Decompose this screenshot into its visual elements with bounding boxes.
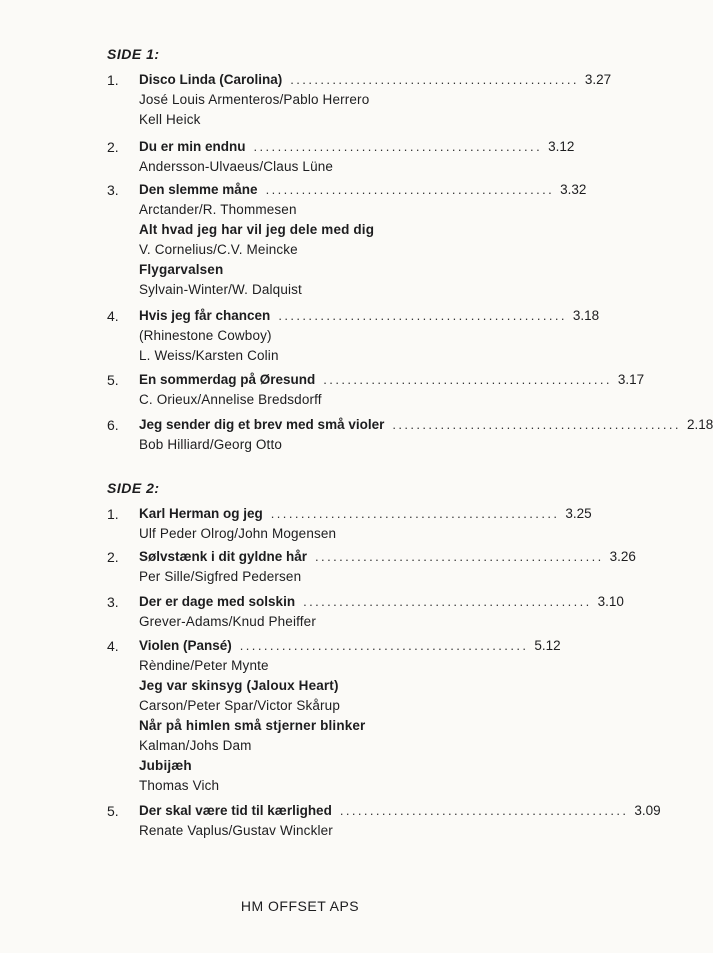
dot-leader: ................................................ xyxy=(392,417,681,432)
songwriter-credit: (Rhinestone Cowboy) xyxy=(139,328,272,343)
track-title: Hvis jeg får chancen xyxy=(139,308,271,323)
track-number: 6. xyxy=(107,417,119,433)
medley-song-title: Flygarvalsen xyxy=(139,262,224,277)
dot-leader: ................................................ xyxy=(315,549,604,564)
track-details xyxy=(139,547,636,587)
songwriter-credit: Bob Hilliard/Georg Otto xyxy=(139,437,283,452)
medley-song-title: Alt hvad jeg har vil jeg dele med dig xyxy=(139,222,375,237)
track-duration: 3.18 xyxy=(572,308,600,323)
dot-leader: ................................................ xyxy=(303,594,592,609)
medley-song-title: Når på himlen små stjerner blinker xyxy=(139,718,366,733)
track-title-row xyxy=(139,370,645,390)
track-duration: 3.25 xyxy=(565,506,592,521)
track-title: Den slemme måne xyxy=(139,182,258,197)
dot-leader: ................................................ xyxy=(270,506,560,521)
medley-song-title: Jeg var skinsyg (Jaloux Heart) xyxy=(139,678,339,693)
track-number: 2. xyxy=(107,139,119,155)
songwriter-credit: Rèndine/Peter Mynte xyxy=(139,658,269,673)
track-title-row xyxy=(139,415,713,435)
track-title-row xyxy=(139,636,561,656)
track-duration: 3.32 xyxy=(560,182,587,197)
track-title: En sommerdag på Øresund xyxy=(139,372,316,387)
track-title: Der skal være tid til kærlighed xyxy=(139,803,332,818)
track-details xyxy=(139,592,624,632)
track-number: 2. xyxy=(107,549,119,565)
track-title: Der er dage med solskin xyxy=(139,594,296,609)
songwriter-credit: Andersson-Ulvaeus/Claus Lüne xyxy=(139,159,334,174)
dot-leader: ................................................ xyxy=(265,182,555,197)
track-details xyxy=(139,504,592,544)
songwriter-credit: Kell Heick xyxy=(139,112,201,127)
songwriter-credit: Kalman/Johs Dam xyxy=(139,738,252,753)
track-details xyxy=(139,370,645,410)
track-details xyxy=(139,70,612,130)
track-duration: 3.10 xyxy=(597,594,624,609)
songwriter-credit: José Louis Armenteros/Pablo Herrero xyxy=(139,92,370,107)
medley-song-title: Jubijæh xyxy=(139,758,192,773)
songwriter-credit: Arctander/R. Thommesen xyxy=(139,202,297,217)
track-title-row xyxy=(139,547,636,567)
track-number: 3. xyxy=(107,594,119,610)
dot-leader: ................................................ xyxy=(253,139,543,154)
track-duration: 2.18 xyxy=(686,417,713,432)
track-number: 4. xyxy=(107,308,119,324)
dot-leader: ................................................ xyxy=(339,803,629,818)
track-title: Disco Linda (Carolina) xyxy=(139,72,283,87)
songwriter-credit: Grever-Adams/Knud Pheiffer xyxy=(139,614,316,629)
dot-leader: ................................................ xyxy=(239,638,529,653)
track-title-row xyxy=(139,306,600,326)
track-title: Sølvstænk i dit gyldne hår xyxy=(139,549,308,564)
track-title: Jeg sender dig et brev med små violer xyxy=(139,417,385,432)
printer-credit: HM OFFSET APS xyxy=(240,898,360,914)
songwriter-credit: Sylvain-Winter/W. Dalquist xyxy=(139,282,302,297)
track-details xyxy=(139,180,587,300)
track-title: Violen (Pansé) xyxy=(139,638,232,653)
track-number: 5. xyxy=(107,803,119,819)
dot-leader: ................................................ xyxy=(323,372,612,387)
dot-leader: ................................................ xyxy=(278,308,567,323)
track-duration: 3.12 xyxy=(548,139,575,154)
songwriter-credit: Carson/Peter Spar/Victor Skårup xyxy=(139,698,340,713)
songwriter-credit: V. Cornelius/C.V. Meincke xyxy=(139,242,298,257)
track-title: Karl Herman og jeg xyxy=(139,506,263,521)
songwriter-credit: L. Weiss/Karsten Colin xyxy=(139,348,279,363)
track-duration: 3.27 xyxy=(584,72,612,87)
songwriter-credit: Renate Vaplus/Gustav Winckler xyxy=(139,823,333,838)
track-title-row xyxy=(139,592,624,612)
track-title-row xyxy=(139,70,612,90)
track-number: 3. xyxy=(107,182,119,198)
songwriter-credit: C. Orieux/Annelise Bredsdorff xyxy=(139,392,322,407)
track-title: Du er min endnu xyxy=(139,139,246,154)
track-number: 5. xyxy=(107,372,119,388)
side-2-heading: SIDE 2: xyxy=(107,480,160,496)
track-number: 1. xyxy=(107,72,119,88)
track-details xyxy=(139,306,600,366)
dot-leader: ................................................ xyxy=(290,72,579,87)
track-details xyxy=(139,636,561,796)
track-number: 4. xyxy=(107,638,119,654)
track-details xyxy=(139,801,661,841)
track-duration: 3.26 xyxy=(609,549,636,564)
songwriter-credit: Per Sille/Sigfred Pedersen xyxy=(139,569,302,584)
track-title-row xyxy=(139,180,587,200)
track-duration: 3.09 xyxy=(634,803,661,818)
side-1-heading: SIDE 1: xyxy=(107,46,160,62)
track-duration: 3.17 xyxy=(617,372,645,387)
track-title-row xyxy=(139,504,592,524)
songwriter-credit: Ulf Peder Olrog/John Mogensen xyxy=(139,526,337,541)
track-title-row xyxy=(139,801,661,821)
track-details xyxy=(139,415,713,455)
track-duration: 5.12 xyxy=(534,638,561,653)
songwriter-credit: Thomas Vich xyxy=(139,778,220,793)
track-title-row xyxy=(139,137,575,157)
track-number: 1. xyxy=(107,506,119,522)
track-details xyxy=(139,137,575,177)
